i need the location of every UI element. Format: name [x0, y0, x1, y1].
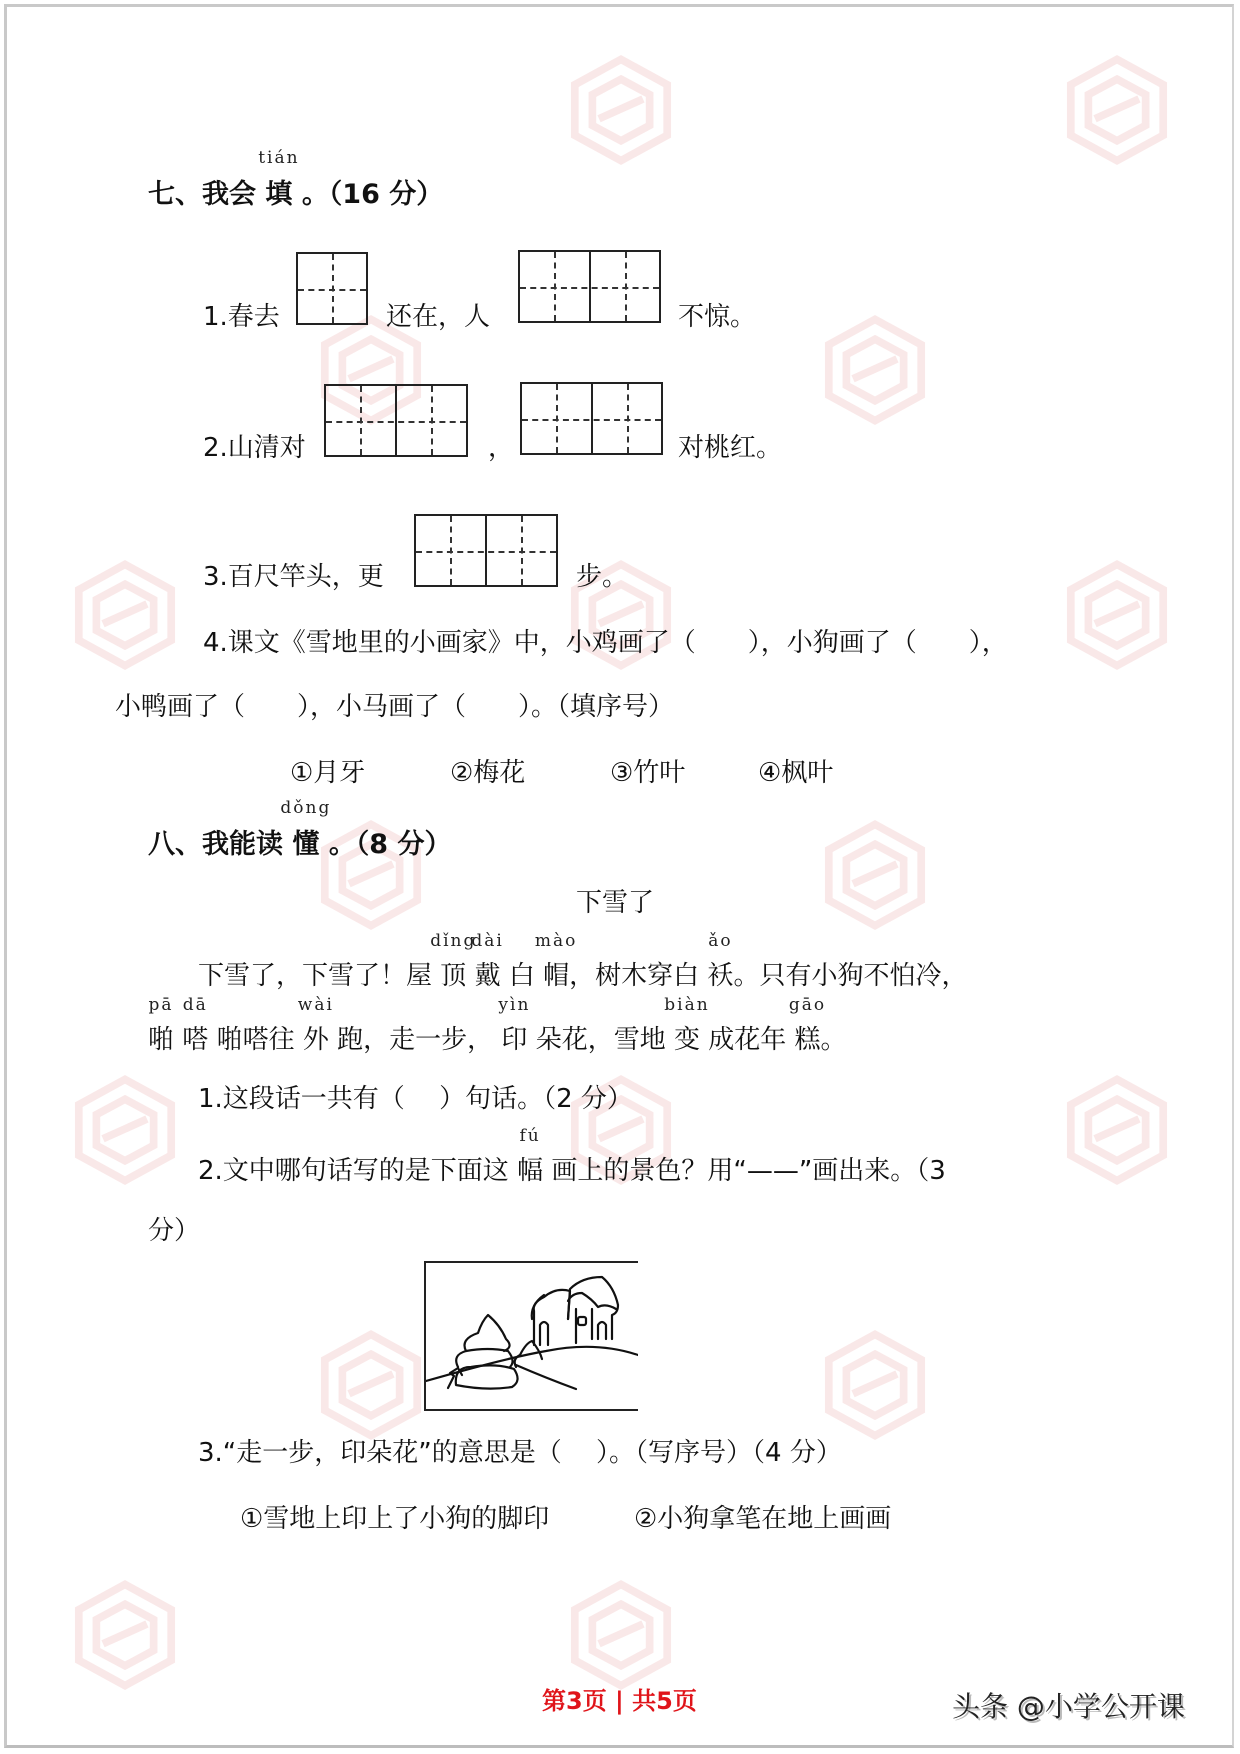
char: 幅	[517, 1156, 544, 1186]
pinyin: tián	[258, 148, 300, 168]
pinyin: dā	[182, 995, 208, 1015]
title-char: 填	[265, 179, 293, 210]
title-text: 七、我会	[148, 179, 256, 210]
title-char: 懂	[292, 829, 320, 860]
title-score: 。（8 分）	[328, 829, 452, 860]
ruby-da	[182, 995, 209, 1056]
passage-text: ，树木穿白	[569, 961, 700, 991]
passage-text: 。	[820, 1025, 847, 1055]
pinyin: gāo	[788, 995, 827, 1015]
ruby-tian	[258, 148, 300, 211]
watermark-logo-icon	[70, 1580, 180, 1690]
pinyin: ǎo	[708, 931, 733, 951]
answer-grid-1char[interactable]	[296, 252, 368, 325]
q8-3-option-1: ①雪地上印上了小狗的脚印	[240, 1504, 550, 1534]
char: 嗒	[182, 1025, 209, 1055]
char: 戴	[474, 961, 501, 991]
q7-4-option-2: ②梅花	[450, 758, 526, 788]
pinyin: biàn	[664, 995, 710, 1015]
answer-grid-2char[interactable]	[324, 384, 468, 457]
ruby-gao	[788, 995, 827, 1056]
watermark-logo-icon	[566, 1580, 676, 1690]
question-text: 画上的景色？用“——”画出来。（3	[551, 1156, 946, 1186]
q7-1-before: 1.春去	[203, 302, 280, 332]
answer-grid-2char[interactable]	[520, 382, 663, 455]
passage-title: 下雪了	[576, 888, 655, 918]
passage-text: 朵花，雪地	[535, 1025, 666, 1055]
brand-watermark: 头条 @小学公开课	[952, 1690, 1185, 1723]
title-score: 。（16 分）	[301, 179, 444, 210]
pinyin: dǒng	[280, 798, 332, 818]
passage-text: 跑，走一步，	[337, 1025, 494, 1055]
q7-4-option-4: ④枫叶	[758, 758, 834, 788]
watermark-logo-icon	[70, 560, 180, 670]
ruby-ding	[430, 931, 477, 992]
question-text: 2.文中哪句话写的是下面这	[198, 1156, 509, 1186]
pinyin: wài	[297, 995, 334, 1015]
q7-2-before: 2.山清对	[203, 433, 306, 463]
ruby-pa	[148, 995, 175, 1056]
watermark-logo-icon	[316, 1330, 426, 1440]
char: 外	[302, 1025, 329, 1055]
watermark-logo-icon	[70, 1075, 180, 1185]
q7-4-line2: 小鸭画了（ ），小马画了（ ）。（填序号）	[115, 692, 675, 722]
passage-text: 白	[508, 961, 535, 991]
pinyin: pā	[148, 995, 174, 1015]
q8-1: 1.这段话一共有（ ）句话。（2 分）	[198, 1084, 633, 1114]
q7-3-after: 步。	[576, 562, 629, 592]
passage-text: 下雪了，下雪了！屋	[198, 961, 433, 991]
watermark-logo-icon	[566, 55, 676, 165]
char: 顶	[440, 961, 467, 991]
section-8-title	[148, 798, 452, 861]
q8-3-option-2: ②小狗拿笔在地上画画	[634, 1504, 892, 1534]
ruby-dai	[471, 931, 504, 992]
ruby-fu	[517, 1126, 544, 1187]
char: 变	[673, 1025, 700, 1055]
page-indicator: 第3页 | 共5页	[542, 1687, 697, 1715]
watermark-logo-icon	[1062, 1075, 1172, 1185]
snowy-village-drawing-icon	[426, 1263, 638, 1409]
q8-2	[198, 1126, 946, 1187]
watermark-logo-icon	[820, 820, 930, 930]
passage-text: 成花年	[708, 1025, 787, 1055]
pinyin: dài	[471, 931, 504, 951]
watermark-logo-icon	[820, 1330, 930, 1440]
q7-2-after: 对桃红。	[678, 433, 783, 463]
ruby-yin	[498, 995, 531, 1056]
answer-grid-2char[interactable]	[414, 514, 558, 587]
q7-1-after: 不惊。	[678, 302, 757, 332]
ruby-ao	[707, 931, 734, 992]
snowy-village-picture	[424, 1261, 638, 1411]
q7-4-line1: 4.课文《雪地里的小画家》中，小鸡画了（ ），小狗画了（ ），	[203, 628, 1008, 658]
q7-1-middle: 还在，人	[386, 302, 491, 332]
pinyin: dǐng	[430, 931, 477, 951]
q7-3-before: 3.百尺竿头，更	[203, 562, 384, 592]
q8-2-wrap: 分）	[148, 1216, 201, 1246]
pinyin: fú	[519, 1126, 541, 1146]
answer-grid-2char[interactable]	[518, 250, 661, 323]
section-7-title	[148, 148, 444, 211]
q7-4-option-1: ①月牙	[290, 758, 366, 788]
ruby-bian	[664, 995, 710, 1056]
passage-line-2	[148, 995, 847, 1056]
watermark-logo-icon	[1062, 560, 1172, 670]
ruby-dong	[280, 798, 332, 861]
char: 袄	[707, 961, 734, 991]
passage-line-1	[198, 931, 968, 992]
ruby-mao	[534, 931, 578, 992]
title-text: 八、我能读	[148, 829, 283, 860]
ruby-wai	[297, 995, 334, 1056]
q7-4-option-3: ③竹叶	[610, 758, 686, 788]
watermark-logo-icon	[820, 315, 930, 425]
q7-2-middle: ，	[488, 433, 515, 463]
char: 啪	[148, 1025, 175, 1055]
passage-text: 啪嗒往	[216, 1025, 295, 1055]
pinyin: mào	[534, 931, 578, 951]
pinyin: yìn	[498, 995, 531, 1015]
watermark-logo-icon	[1062, 55, 1172, 165]
passage-text: 。只有小狗不怕冷，	[733, 961, 968, 991]
char: 印	[501, 1025, 528, 1055]
q8-3: 3.“走一步，印朵花”的意思是（ ）。（写序号）（4 分）	[198, 1438, 842, 1468]
char: 帽	[543, 961, 570, 991]
char: 糕	[794, 1025, 821, 1055]
